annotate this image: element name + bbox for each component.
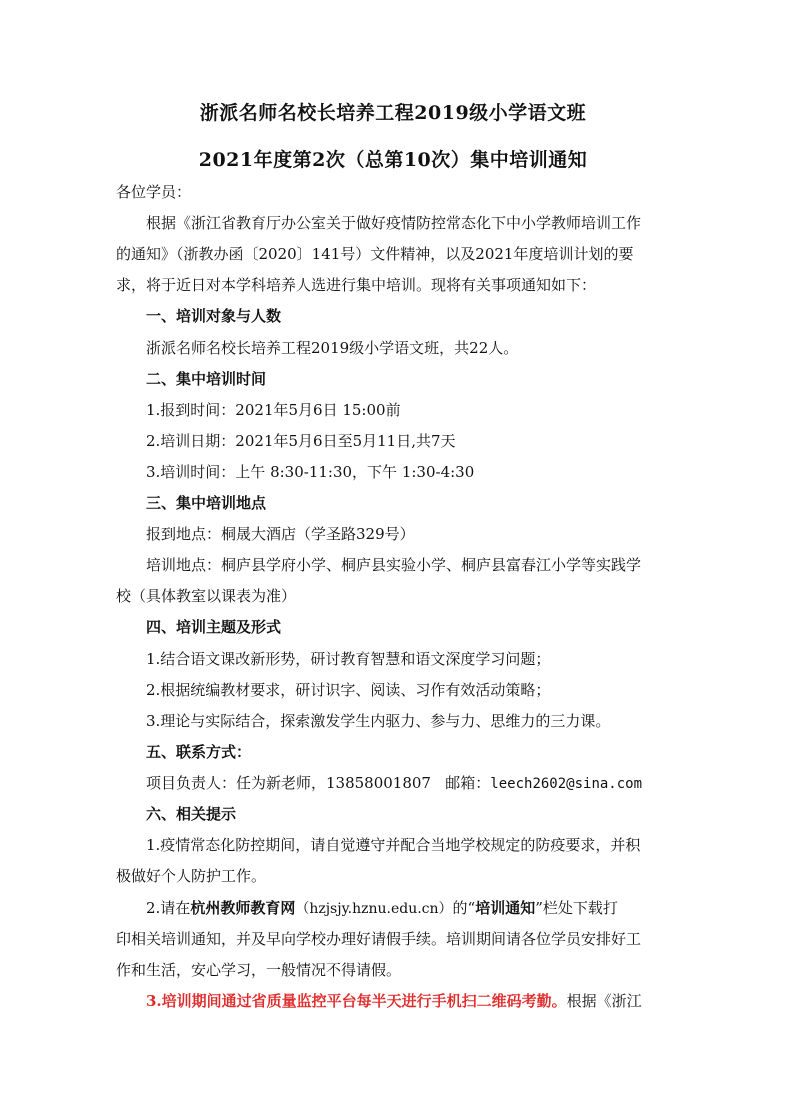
section-5-heading: 五、联系方式： xyxy=(146,743,252,761)
contact-line xyxy=(146,773,642,794)
tip-2-line-2: 印相关培训通知，并及早向学校办理好请假手续。培训期间请各位学员安排好工 xyxy=(116,930,642,948)
teacher-education-site-url: （hzjsjy.hznu.edu.cn） xyxy=(295,901,453,917)
section-1-heading: 一、培训对象与人数 xyxy=(146,307,282,325)
section-2-item-3: 3.培训时间：上午 8:30-11:30，下午 1:30-4:30 xyxy=(146,463,475,481)
tip-2-line-1 xyxy=(146,898,618,919)
intro-line-2: 的通知》（浙教办函〔2020〕141号）文件精神，以及2021年度培训计划的要 xyxy=(116,245,634,263)
contact-person-phone: 项目负责人：任为新老师，13858001807 邮箱： xyxy=(146,774,491,792)
section-4-item-2: 2.根据统编教材要求，研讨识字、阅读、习作有效活动策略； xyxy=(146,681,551,699)
tip-2-prefix: 2.请在 xyxy=(146,899,191,917)
section-4-item-1: 1.结合语文课改新形势，研讨教育智慧和语文深度学习问题； xyxy=(146,650,551,668)
tip-1-line-1: 1.疫情常态化防控期间，请自觉遵守并配合当地学校规定的防疫要求，并积 xyxy=(146,836,641,854)
training-location-line-1: 培训地点：桐庐县学府小学、桐庐县实验小学、桐庐县富春江小学等实践学 xyxy=(146,556,642,574)
tip-3-continuation: 根据《浙江 xyxy=(566,992,642,1010)
contact-email[interactable]: leech2602@sina.com xyxy=(490,776,643,792)
checkin-location: 报到地点：桐晟大酒店（学圣路329号） xyxy=(146,525,415,543)
tip-1-line-2: 极做好个人防护工作。 xyxy=(116,867,267,885)
section-3-heading: 三、集中培训地点 xyxy=(146,494,267,512)
intro-line-1: 根据《浙江省教育厅办公室关于做好疫情防控常态化下中小学教师培训工作 xyxy=(146,214,642,232)
teacher-education-site-name: 杭州教师教育网 xyxy=(190,899,296,917)
tip-2-quote-open: 的“ xyxy=(452,899,476,917)
intro-line-3: 求，将于近日对本学科培养人选进行集中培训。现将有关事项通知如下： xyxy=(116,276,597,294)
tip-2-line-3: 作和生活，安心学习，一般情况不得请假。 xyxy=(116,961,402,979)
document-title-line1: 浙派名师名校长培养工程2019级小学语文班 xyxy=(199,102,587,124)
section-4-item-3: 3.理论与实际结合，探索激发学生内驱力、参与力、思维力的三力课。 xyxy=(146,712,611,730)
section-2-item-1: 1.报到时间：2021年5月6日 15:00前 xyxy=(146,401,401,419)
section-2-heading: 二、集中培训时间 xyxy=(146,370,267,388)
tip-3-attendance-highlight: 3.培训期间通过省质量监控平台每半天进行手机扫二维码考勤。 xyxy=(146,992,567,1010)
document-title-line2: 2021年度第2次（总第10次）集中培训通知 xyxy=(198,149,588,171)
training-location-line-2: 校（具体教室以课表为准） xyxy=(116,587,297,605)
tip-3-line-1 xyxy=(146,991,642,1011)
section-1-text: 浙派名师名校长培养工程2019级小学语文班，共22人。 xyxy=(146,339,519,357)
salutation: 各位学员： xyxy=(116,183,192,201)
training-notice-column: 培训通知 xyxy=(475,899,536,917)
section-6-heading: 六、相关提示 xyxy=(146,805,237,823)
section-2-item-2: 2.培训日期：2021年5月6日至5月11日,共7天 xyxy=(146,432,456,450)
tip-2-quote-close: ”栏处下载打 xyxy=(535,899,618,917)
section-4-heading: 四、培训主题及形式 xyxy=(146,618,282,636)
